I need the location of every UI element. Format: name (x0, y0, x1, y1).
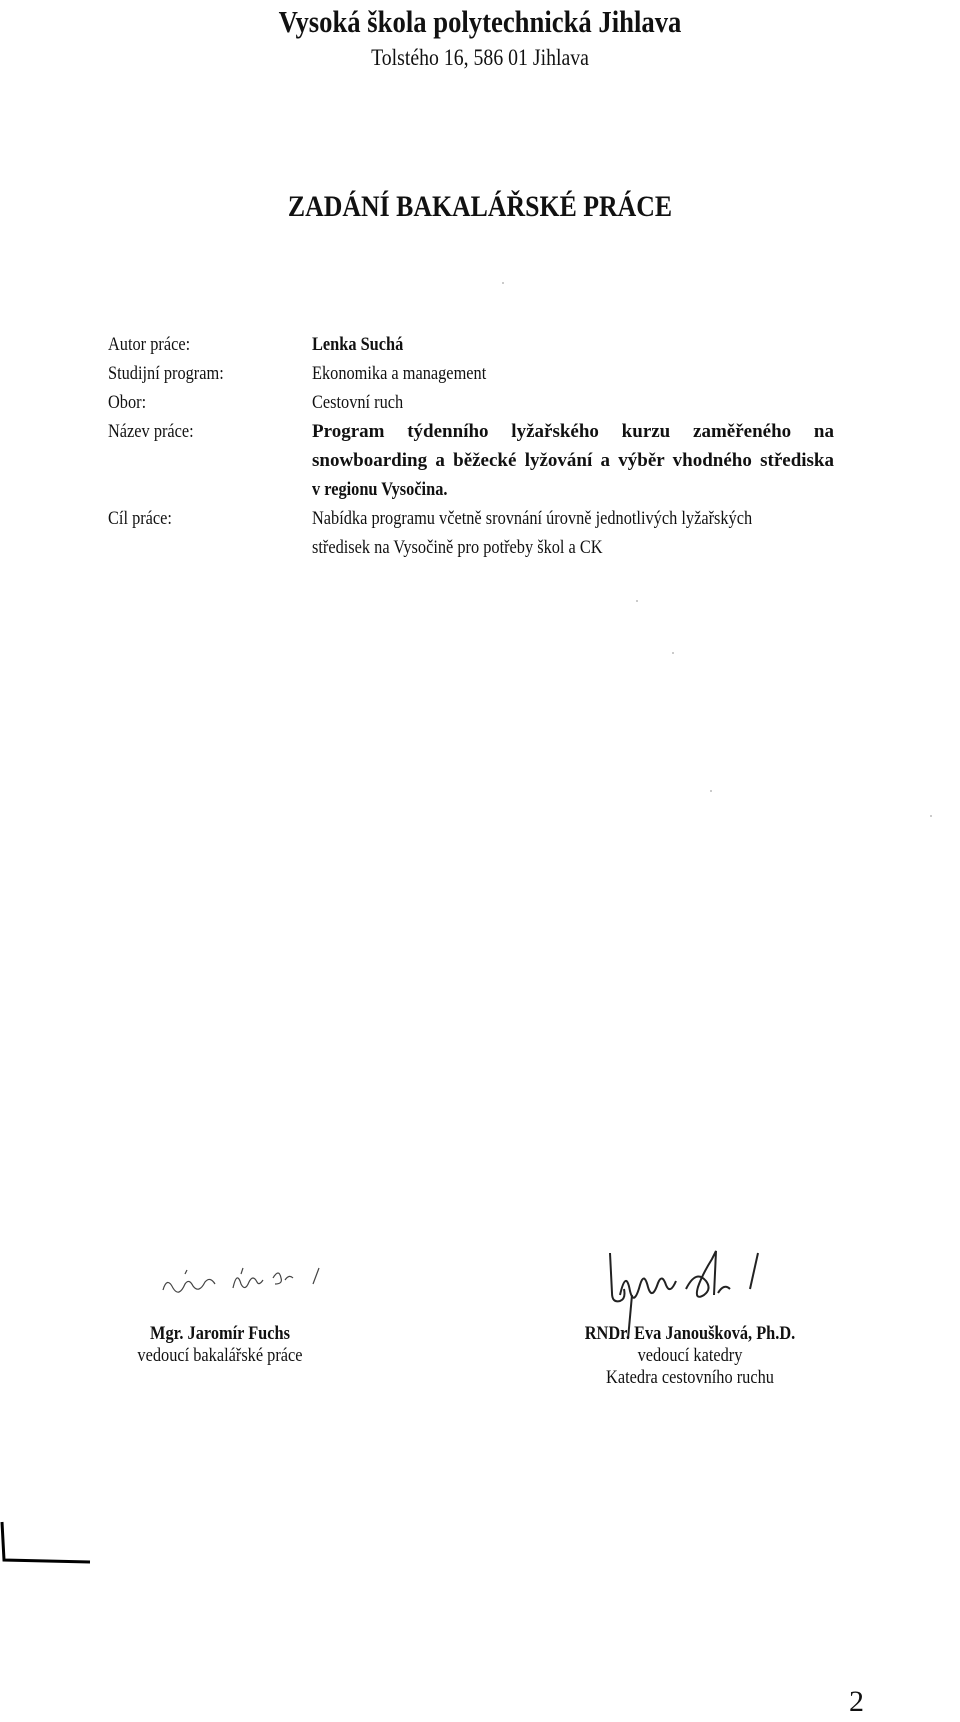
document-title-text: ZADÁNÍ BAKALÁŘSKÉ PRÁCE (287, 190, 673, 223)
thesis-title-label: Název práce: (108, 421, 194, 442)
head-department: Katedra cestovního ruchu (606, 1367, 774, 1388)
goal-label: Cíl práce: (108, 508, 172, 529)
document-title (0, 190, 960, 224)
goal-line-2: středisek na Vysočině pro potřeby škol a CK (312, 537, 603, 558)
scan-speck (710, 790, 712, 792)
field-label: Obor: (108, 392, 147, 413)
scan-speck (636, 600, 638, 602)
page-number: 2 (849, 1685, 864, 1718)
author-label: Autor práce: (108, 334, 191, 355)
scan-speck (672, 652, 674, 654)
school-name (0, 4, 960, 40)
thesis-title-line-2: snowboarding a běžecké lyžování a výběr vhodného střediska (312, 450, 834, 471)
supervisor-role: vedoucí bakalářské práce (137, 1345, 303, 1366)
program-value: Ekonomika a management (312, 363, 487, 384)
goal-line-1: Nabídka programu včetně srovnání úrovně jednotlivých lyžařských (312, 508, 753, 529)
supervisor-name: Mgr. Jaromír Fuchs (150, 1323, 290, 1344)
head-signature-block (540, 1323, 840, 1389)
head-role: vedoucí katedry (637, 1345, 743, 1366)
field-value: Cestovní ruch (312, 392, 404, 413)
scan-speck (930, 815, 932, 817)
school-name-text: Vysoká škola polytechnická Jihlava (278, 4, 682, 39)
thesis-title-line-3: v regionu Vysočina. (312, 479, 448, 500)
school-address-text: Tolstého 16, 586 01 Jihlava (371, 45, 589, 70)
head-name: RNDr. Eva Janoušková, Ph.D. (584, 1323, 796, 1344)
thesis-title-line-1: Program týdenního lyžařského kurzu zaměřeného na (312, 421, 834, 442)
author-value: Lenka Suchá (312, 334, 404, 355)
program-label: Studijní program: (108, 363, 224, 384)
scan-corner-mark (0, 1520, 100, 1570)
supervisor-signature-block (100, 1323, 340, 1367)
school-address (0, 45, 960, 71)
scan-speck (502, 282, 504, 284)
supervisor-handwritten-signature (155, 1250, 355, 1310)
